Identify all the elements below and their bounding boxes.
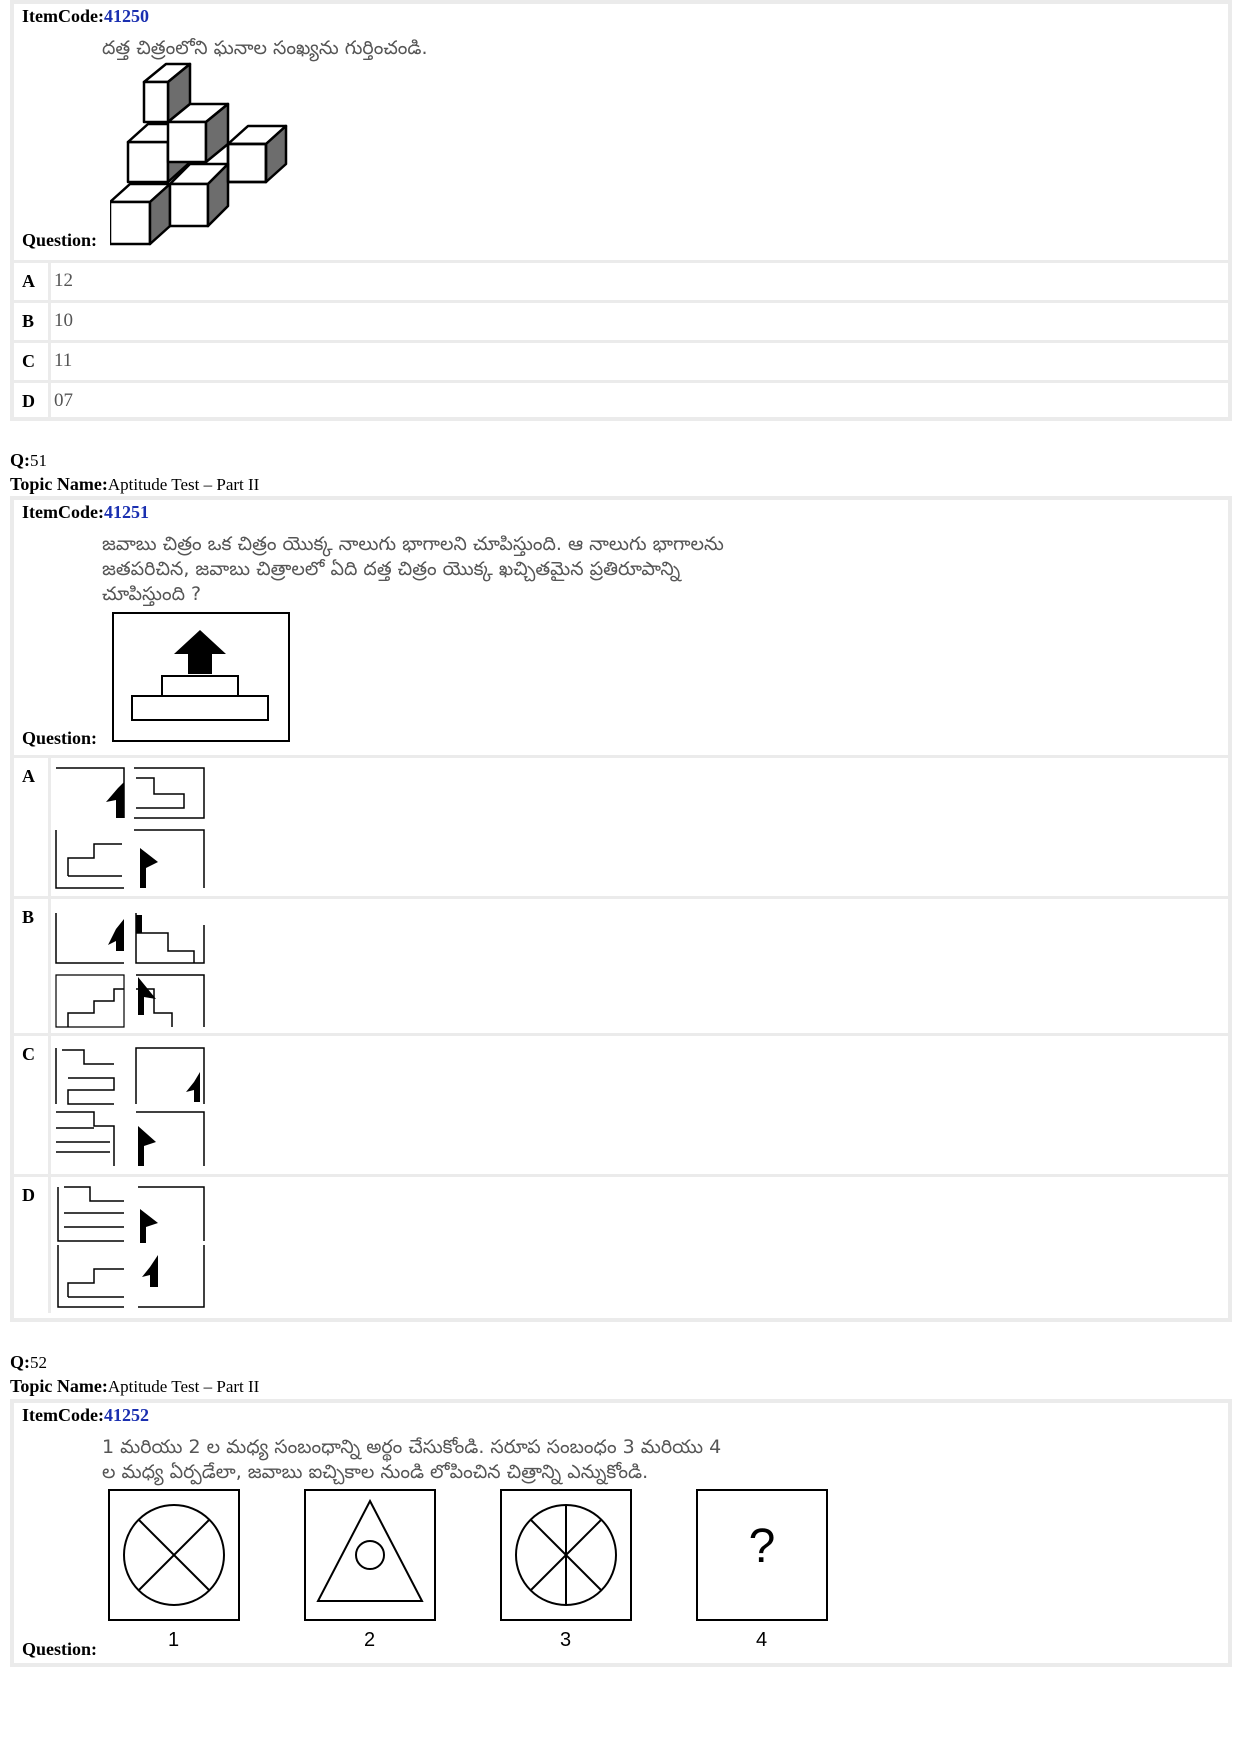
topic-label: Topic Name: xyxy=(10,1376,108,1396)
option-a[interactable] xyxy=(14,758,1228,899)
option-letter: D xyxy=(14,1177,51,1313)
option-d-figure xyxy=(54,1183,214,1309)
option-letter: C xyxy=(14,343,51,380)
figure-number: 1 xyxy=(168,1629,180,1651)
option-letter: A xyxy=(14,263,51,300)
option-text: 10 xyxy=(54,310,73,331)
question-number: 51 xyxy=(30,451,47,470)
option-text: 07 xyxy=(54,390,73,411)
question-label: Question: xyxy=(22,1639,98,1659)
option-letter: B xyxy=(14,303,51,340)
item-code-row xyxy=(22,1405,149,1426)
topic-value: Aptitude Test – Part II xyxy=(107,475,260,494)
question-number-row xyxy=(10,450,47,471)
topic-row xyxy=(10,1376,259,1397)
option-b[interactable] xyxy=(14,303,1228,343)
figure-1-circle-x xyxy=(108,1489,240,1621)
question-text-line: జవాబు చిత్రం ఒక చిత్రం యొక్క నాలుగు భాగాలని చూపిస్తుంది. ఆ నాలుగు భాగాలను xyxy=(102,533,724,555)
option-letter: A xyxy=(14,758,51,896)
question-text: దత్త చిత్రంలోని ఘనాల సంఖ్యను గుర్తించండి. xyxy=(102,37,428,59)
option-text: 11 xyxy=(54,350,73,371)
topic-value: Aptitude Test – Part II xyxy=(107,1377,260,1396)
item-code-label: ItemCode: xyxy=(22,6,104,26)
question-text-line: 1 మరియు 2 ల మధ్య సంబంధాన్ని అర్థం చేసుకోండి. సరూప సంబంధం 3 మరియు 4 xyxy=(102,1436,722,1458)
question-text xyxy=(102,532,724,607)
question-label: Question: xyxy=(22,728,98,748)
option-d[interactable] xyxy=(14,383,1228,420)
question-50-card xyxy=(10,0,1232,421)
question-51-stem xyxy=(14,500,1228,758)
option-letter: C xyxy=(14,1036,51,1174)
figure-4-unknown xyxy=(696,1489,828,1621)
option-c-figure xyxy=(54,1042,214,1168)
topic-label: Topic Name: xyxy=(10,474,108,494)
option-c[interactable] xyxy=(14,343,1228,383)
item-code-row xyxy=(22,502,149,523)
item-code-label: ItemCode: xyxy=(22,1405,104,1425)
figure-3-circle-spokes xyxy=(500,1489,632,1621)
figure-number: 2 xyxy=(364,1629,376,1651)
figure-number: 4 xyxy=(756,1629,768,1651)
option-letter: B xyxy=(14,899,51,1033)
topic-row xyxy=(10,474,259,495)
q-label: Q: xyxy=(10,450,30,470)
option-d[interactable] xyxy=(14,1177,1228,1313)
figure-number: 3 xyxy=(560,1629,572,1651)
option-text: 12 xyxy=(54,270,73,291)
question-text-line: చూపిస్తుంది ? xyxy=(102,583,202,605)
question-52-card xyxy=(10,1399,1232,1667)
question-text-line: ల మధ్య ఏర్పడేలా, జవాబు ఐచ్చికాల నుండి లోపించిన చిత్రాన్ని ఎన్నుకోండి. xyxy=(102,1461,649,1483)
item-code-value: 41252 xyxy=(103,1405,149,1425)
question-text-line: జతపరిచిన, జవాబు చిత్రాలలో ఏది దత్త చిత్రం యొక్క ఖచ్చితమైన ప్రతిరూపాన్ని xyxy=(102,558,681,580)
option-c[interactable] xyxy=(14,1036,1228,1177)
option-a[interactable] xyxy=(14,263,1228,303)
question-figure xyxy=(112,612,290,742)
question-number: 52 xyxy=(30,1353,47,1372)
figure-2-triangle-circle xyxy=(304,1489,436,1621)
question-50-stem xyxy=(14,4,1228,263)
question-text xyxy=(102,1435,721,1485)
item-code-value: 41251 xyxy=(103,502,149,522)
question-number-row xyxy=(10,1352,47,1373)
option-a-figure xyxy=(54,764,214,890)
q-label: Q: xyxy=(10,1352,30,1372)
unknown-mark: ? xyxy=(748,1520,776,1573)
option-letter: D xyxy=(14,383,51,420)
question-51-card xyxy=(10,496,1232,1322)
option-b[interactable] xyxy=(14,899,1228,1036)
option-b-figure xyxy=(54,905,214,1031)
question-label: Question: xyxy=(22,230,98,250)
item-code-row xyxy=(22,6,149,27)
cube-stack-figure xyxy=(110,62,306,248)
item-code-label: ItemCode: xyxy=(22,502,104,522)
item-code-value: 41250 xyxy=(103,6,149,26)
